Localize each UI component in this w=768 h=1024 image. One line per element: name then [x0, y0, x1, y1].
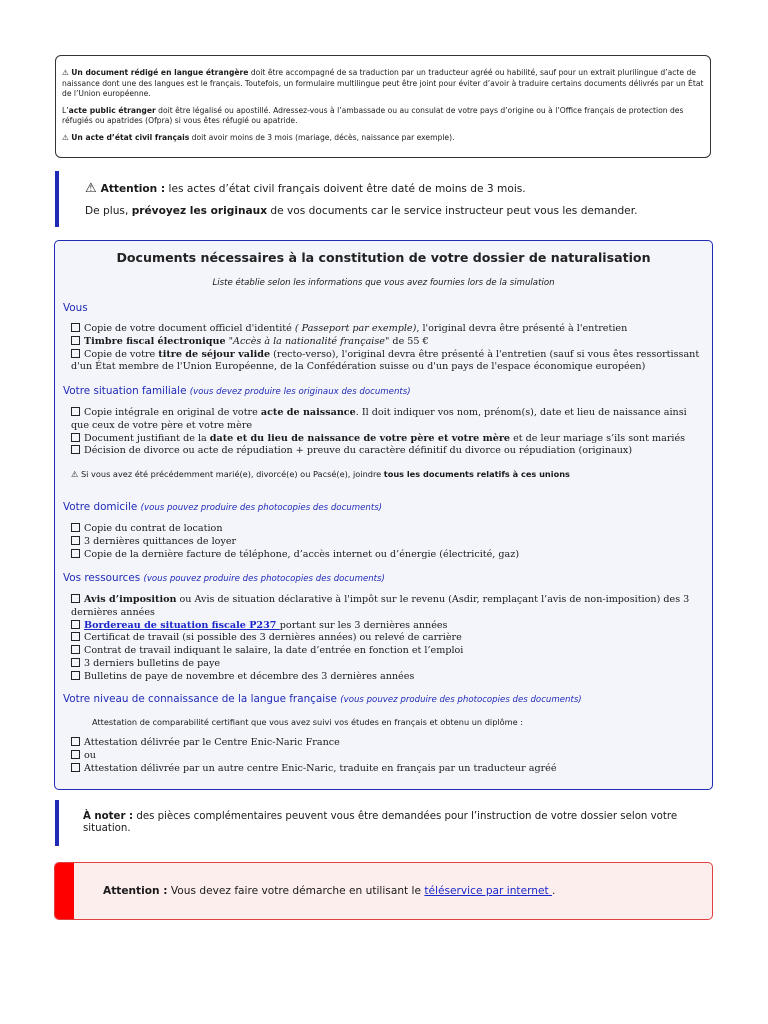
- checklist-item: Décision de divorce ou acte de répudiation + preuve du caractère définitif du divorce ou répudiation (originaux): [71, 445, 707, 458]
- attention-line: ⚠ Attention : les actes d’état civil français doivent être daté de moins de 3 mois.: [85, 181, 526, 196]
- section-domicile-list: [71, 523, 707, 561]
- section-ressources-heading: Vos ressources (vous pouvez produire des photocopies des documents): [63, 572, 385, 584]
- warning-icon: ⚠: [62, 132, 69, 142]
- checkbox-icon[interactable]: [71, 336, 80, 345]
- checklist-item: Avis d’imposition ou Avis de situation déclarative à l'impôt sur le revenu (Asdir, remplaçant l’avis de non-imposition) des 3 dernières années: [71, 594, 690, 618]
- checkbox-icon[interactable]: [71, 349, 80, 358]
- checklist-item: Copie de votre document officiel d'identité ( Passeport par exemple), l'original devra être présenté à l'entretien: [71, 323, 707, 336]
- unions-warning: ⚠ Si vous avez été précédemment marié(e), divorcé(e) ou Pacsé(e), joindre tous les documents relatifs à ces unions: [71, 469, 570, 479]
- checklist-item: 3 dernières quittances de loyer: [71, 536, 707, 549]
- checkbox-icon[interactable]: [71, 750, 80, 759]
- info-box: [55, 55, 711, 158]
- checkbox-icon[interactable]: [71, 433, 80, 442]
- section-famille-list: [71, 407, 707, 458]
- checkbox-icon[interactable]: [71, 645, 80, 654]
- checkbox-icon[interactable]: [71, 671, 80, 680]
- bordereau-link[interactable]: Bordereau de situation fiscale P237: [84, 619, 280, 631]
- originals-line: De plus, prévoyez les originaux de vos documents car le service instructeur peut vous les demander.: [85, 205, 638, 217]
- checkbox-icon[interactable]: [71, 536, 80, 545]
- checklist-item: Timbre fiscal électronique "Accès à la nationalité française" de 55 €: [71, 336, 707, 349]
- section-vous-list: [71, 323, 707, 374]
- checklist-item: 3 derniers bulletins de paye: [71, 658, 707, 671]
- checkbox-icon[interactable]: [71, 323, 80, 332]
- info-paragraph-foreign-language: ⚠ Un document rédigé en langue étrangère doit être accompagné de sa traduction par un traducteur agréé ou habilité, sauf pour un extrait plurilingue d’acte de naissance dont une des langues est le français. Toutefois, un formulaire multilingue peut être joint pour éviter d’avoir à traduire certains documents délivrés par un État de l’Union européenne.: [62, 68, 704, 98]
- checkbox-icon[interactable]: [71, 763, 80, 772]
- section-ressources-list: [71, 594, 707, 684]
- info-paragraph-french-act: ⚠ Un acte d’état civil français doit avoir moins de 3 mois (mariage, décès, naissance par exemple).: [62, 132, 455, 142]
- checkbox-icon[interactable]: [71, 549, 80, 558]
- info-paragraph-foreign-act: L’acte public étranger doit être légalisé ou apostillé. Adressez-vous à l’ambassade ou au consulat de votre pays d’origine ou à l’Office français de protection des réfugiés ou apatrides (Ofpra) si vous êtes réfugié ou apatride.: [62, 105, 684, 125]
- section-domicile-heading: Votre domicile (vous pouvez produire des photocopies des documents): [63, 501, 383, 513]
- section-vous-heading: Vous: [63, 302, 88, 314]
- documents-panel: [54, 240, 713, 790]
- teleservice-text: Attention : Vous devez faire votre démarche en utilisant le téléservice par internet .: [103, 885, 556, 897]
- warning-icon: ⚠: [71, 469, 79, 479]
- checkbox-icon[interactable]: [71, 407, 80, 416]
- checkbox-icon[interactable]: [71, 620, 80, 629]
- checklist-item: Contrat de travail indiquant le salaire, la date d’entrée en fonction et l’emploi: [71, 645, 707, 658]
- documents-title: Documents nécessaires à la constitution de votre dossier de naturalisation: [116, 250, 651, 265]
- teleservice-alert: [54, 862, 713, 920]
- attention-alert: [55, 171, 715, 227]
- checklist-item: Copie de votre titre de séjour valide (recto-verso), l'original devra être présenté à l'entretien (sauf si vous êtes ressortissant d'un État membre de l'Union Européenne, de la Confédération suisse ou d'un pays de l'espace économique européen): [71, 348, 700, 373]
- checkbox-icon[interactable]: [71, 445, 80, 454]
- checklist-item: Certificat de travail (si possible des 3 dernières années) ou relevé de carrière: [71, 632, 707, 645]
- warning-icon: ⚠: [85, 181, 97, 196]
- langue-intro: Attestation de comparabilité certifiant que vous avez suivi vos études en français et obtenu un diplôme :: [92, 717, 524, 727]
- checklist-item: Copie intégrale en original de votre acte de naissance. Il doit indiquer vos nom, prénom(s), date et lieu de naissance ainsi que ceux de votre père et votre mère: [71, 407, 687, 431]
- warning-icon: ⚠: [62, 68, 69, 77]
- checklist-item: Copie du contrat de location: [71, 523, 707, 536]
- note-alert: À noter : des pièces complémentaires peuvent vous être demandées pour l’instruction de votre dossier selon votre situation.: [55, 800, 715, 846]
- section-langue-list: [71, 737, 707, 775]
- checklist-item: Document justifiant de la date et du lieu de naissance de votre père et votre mère et de leur mariage s’ils sont mariés: [71, 433, 707, 446]
- checklist-item: Attestation délivrée par un autre centre Enic-Naric, traduite en français par un traducteur agréé: [71, 763, 707, 776]
- section-famille-heading: Votre situation familiale (vous devez produire les originaux des documents): [63, 385, 411, 397]
- checkbox-icon[interactable]: [71, 658, 80, 667]
- documents-subtitle: Liste établie selon les informations que vous avez fournies lors de la simulation: [212, 278, 555, 288]
- checklist-item: Bordereau de situation fiscale P237 portant sur les 3 dernières années: [71, 620, 707, 633]
- checklist-item: ou: [71, 750, 707, 763]
- teleservice-link[interactable]: téléservice par internet: [424, 885, 553, 897]
- checklist-item: Bulletins de paye de novembre et décembre des 3 dernières années: [71, 671, 707, 684]
- alert-accent-bar: [55, 863, 74, 919]
- checkbox-icon[interactable]: [71, 594, 80, 603]
- checklist-item: Copie de la dernière facture de téléphone, d’accès internet ou d’énergie (électricité, gaz): [71, 549, 707, 562]
- checkbox-icon[interactable]: [71, 737, 80, 746]
- checkbox-icon[interactable]: [71, 632, 80, 641]
- checklist-item: Attestation délivrée par le Centre Enic-Naric France: [71, 737, 707, 750]
- section-langue-heading: Votre niveau de connaissance de la langue française (vous pouvez produire des photocopies des documents): [63, 693, 582, 705]
- checkbox-icon[interactable]: [71, 523, 80, 532]
